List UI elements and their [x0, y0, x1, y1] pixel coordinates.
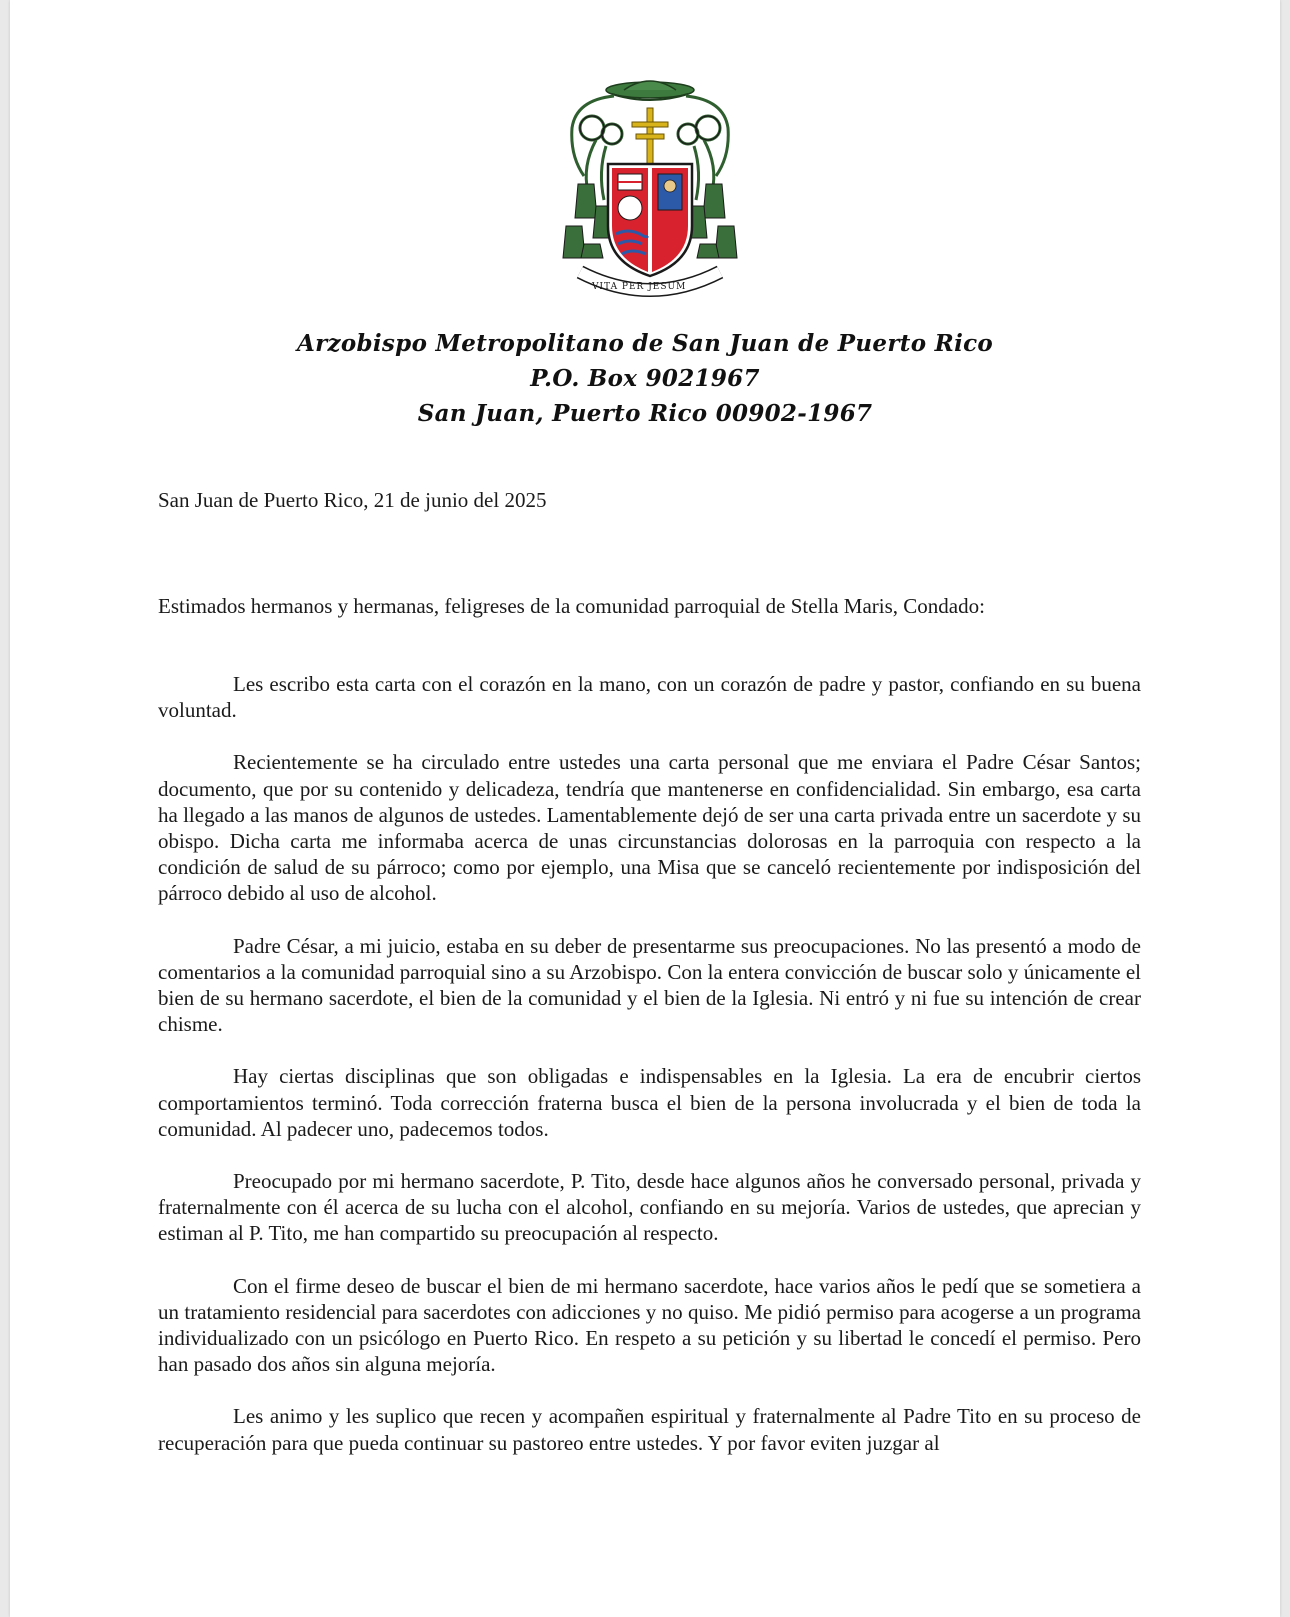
paragraph: Recientemente se ha circulado entre ustedes una carta personal que me enviara el Padre César Santos; documento, que por su contenido y delicadeza, tendría que mantenerse en confidencialidad. Sin embargo, esa carta ha llegado a las manos de algunos de ustedes. Lamentablemente dejó de ser una carta privada entre un sacerdote y su obispo. Dicha carta me informaba acerca de unas circunstancias dolorosas en la parroquia con respecto a la condición de salud de su párroco; como por ejemplo, una Misa que se canceló recientemente por indisposición del párroco debido al uso de alcohol.: [158, 750, 1141, 906]
paragraph: Con el firme deseo de buscar el bien de mi hermano sacerdote, hace varios años le pedí que se sometiera a un tratamiento residencial para sacerdotes con adicciones y no quiso. Me pidió permiso para acogerse a un programa individualizado con un psicólogo en Puerto Rico. En respeto a su petición y su libertad le concedí el permiso. Pero han pasado dos años sin alguna mejoría.: [158, 1273, 1141, 1377]
letter-body: [158, 671, 1141, 1482]
crest-motto: VITA PER JESUM: [592, 282, 687, 292]
paragraph: Les animo y les suplico que recen y acompañen espiritual y fraternalmente al Padre Tito en su proceso de recuperación para que pueda continuar su pastoreo entre ustedes. Y por favor eviten juzgar al: [158, 1404, 1141, 1455]
letterhead: [10, 326, 1280, 431]
letter-page: [10, 0, 1280, 1617]
coat-of-arms-icon: [562, 76, 738, 316]
date-line: San Juan de Puerto Rico, 21 de junio del 2025: [158, 488, 547, 512]
letterhead-po-box: P.O. Box 9021967: [530, 365, 760, 392]
salutation: Estimados hermanos y hermanas, feligreses de la comunidad parroquial de Stella Maris, Condado:: [158, 594, 985, 618]
letterhead-title: Arzobispo Metropolitano de San Juan de Puerto Rico: [296, 330, 994, 357]
paragraph: Preocupado por mi hermano sacerdote, P. Tito, desde hace algunos años he conversado personal, privada y fraternalmente con él acerca de su lucha con el alcohol, confiando en su mejoría. Varios de ustedes, que aprecian y estiman al P. Tito, me han compartido su preocupación al respecto.: [158, 1169, 1141, 1246]
letterhead-city: San Juan, Puerto Rico 00902-1967: [417, 400, 873, 427]
paragraph: Padre César, a mi juicio, estaba en su deber de presentarme sus preocupaciones. No las presentó a modo de comentarios a la comunidad parroquial sino a su Arzobispo. Con la entera convicción de buscar solo y únicamente el bien de su hermano sacerdote, el bien de la comunidad y el bien de la Iglesia. Ni entró y ni fue su intención de crear chisme.: [158, 933, 1141, 1037]
paragraph: Les escribo esta carta con el corazón en la mano, con un corazón de padre y pastor, confiando en su buena voluntad.: [158, 672, 1141, 723]
paragraph: Hay ciertas disciplinas que son obligadas e indispensables en la Iglesia. La era de encubrir ciertos comportamientos terminó. Toda corrección fraterna busca el bien de la persona involucrada y el bien de toda la comunidad. Al padecer uno, padecemos todos.: [158, 1064, 1141, 1141]
